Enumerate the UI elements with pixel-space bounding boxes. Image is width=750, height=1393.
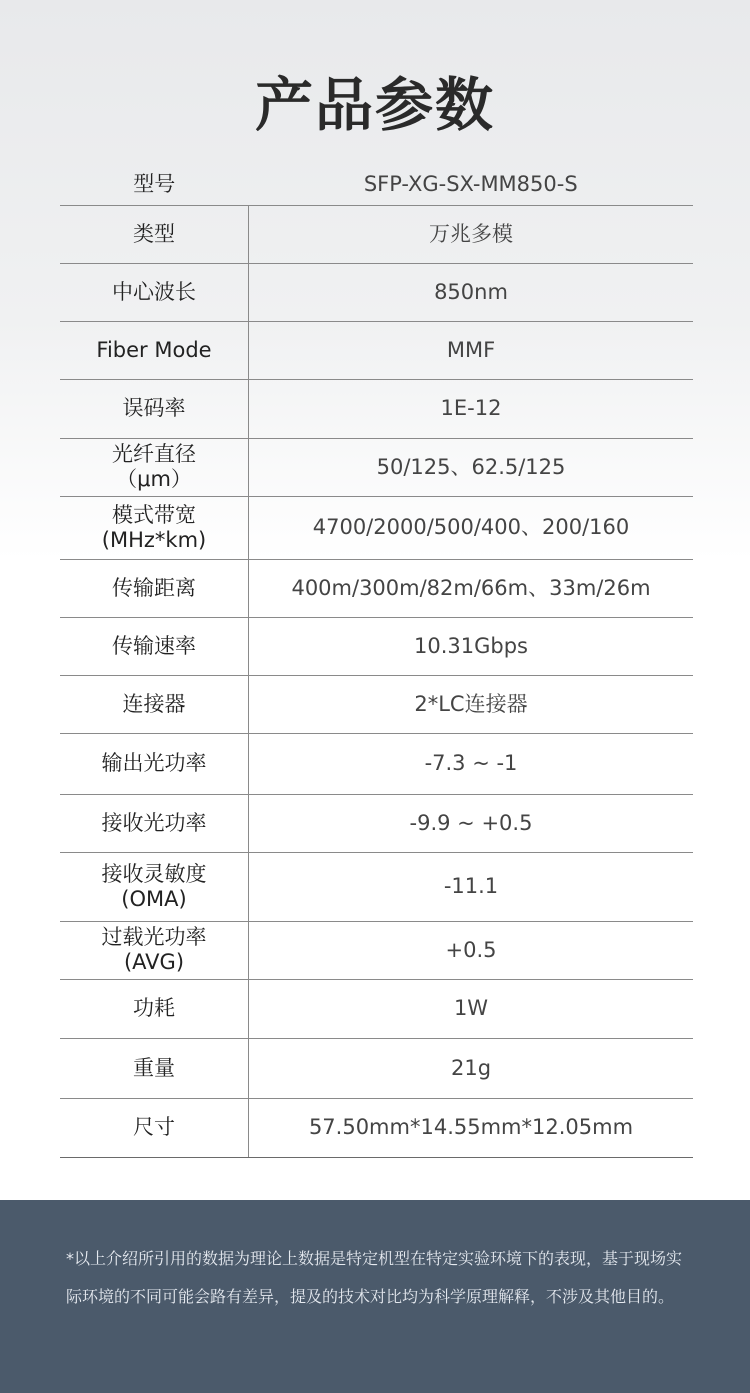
spec-row: [60, 617, 693, 675]
spec-label: 中心波长: [60, 263, 249, 321]
spec-value: -9.9 ~ +0.5: [249, 794, 694, 852]
spec-label: 接收灵敏度 (OMA): [60, 852, 249, 921]
spec-table: [60, 158, 693, 1158]
spec-label: 功耗: [60, 979, 249, 1038]
spec-value: 850nm: [249, 263, 694, 321]
spec-value: 10.31Gbps: [249, 617, 694, 675]
spec-label: 误码率: [60, 379, 249, 438]
spec-value: -7.3 ~ -1: [249, 733, 694, 794]
spec-label: 输出光功率: [60, 733, 249, 794]
spec-row: [60, 1098, 693, 1157]
spec-label: 重量: [60, 1038, 249, 1098]
spec-row: [60, 205, 693, 263]
spec-row: [60, 158, 693, 205]
spec-value: 1E-12: [249, 379, 694, 438]
spec-row: [60, 263, 693, 321]
spec-value: 4700/2000/500/400、200/160: [249, 496, 694, 559]
spec-label: 传输距离: [60, 559, 249, 617]
spec-label: 光纤直径 （μm）: [60, 438, 249, 496]
spec-label: 模式带宽 (MHz*km): [60, 496, 249, 559]
spec-label: Fiber Mode: [60, 321, 249, 379]
disclaimer-footer: [0, 1200, 750, 1393]
spec-label: 尺寸: [60, 1098, 249, 1157]
spec-value: 2*LC连接器: [249, 675, 694, 733]
spec-label: 类型: [60, 205, 249, 263]
spec-value: +0.5: [249, 921, 694, 979]
spec-value: 万兆多模: [249, 205, 694, 263]
spec-row: [60, 438, 693, 496]
spec-row: [60, 321, 693, 379]
spec-label: 传输速率: [60, 617, 249, 675]
spec-row: [60, 921, 693, 979]
disclaimer-text: *以上介绍所引用的数据为理论上数据是特定机型在特定实验环境下的表现，基于现场实际环境的不同可能会路有差异，提及的技术对比均为科学原理解释，不涉及其他目的。: [66, 1249, 683, 1306]
spec-row: [60, 979, 693, 1038]
spec-row: [60, 496, 693, 559]
spec-value: SFP-XG-SX-MM850-S: [249, 158, 694, 205]
spec-row: [60, 794, 693, 852]
spec-value: MMF: [249, 321, 694, 379]
spec-row: [60, 852, 693, 921]
page-title: 产品参数: [254, 71, 495, 139]
spec-label: 接收光功率: [60, 794, 249, 852]
spec-value: 400m/300m/82m/66m、33m/26m: [249, 559, 694, 617]
spec-label: 型号: [60, 158, 249, 205]
spec-row: [60, 379, 693, 438]
spec-row: [60, 733, 693, 794]
spec-row: [60, 1038, 693, 1098]
spec-value: 1W: [249, 979, 694, 1038]
spec-value: 50/125、62.5/125: [249, 438, 694, 496]
spec-label: 过载光功率 (AVG): [60, 921, 249, 979]
spec-value: -11.1: [249, 852, 694, 921]
spec-label: 连接器: [60, 675, 249, 733]
spec-row: [60, 559, 693, 617]
spec-value: 57.50mm*14.55mm*12.05mm: [249, 1098, 694, 1157]
spec-row: [60, 675, 693, 733]
spec-value: 21g: [249, 1038, 694, 1098]
